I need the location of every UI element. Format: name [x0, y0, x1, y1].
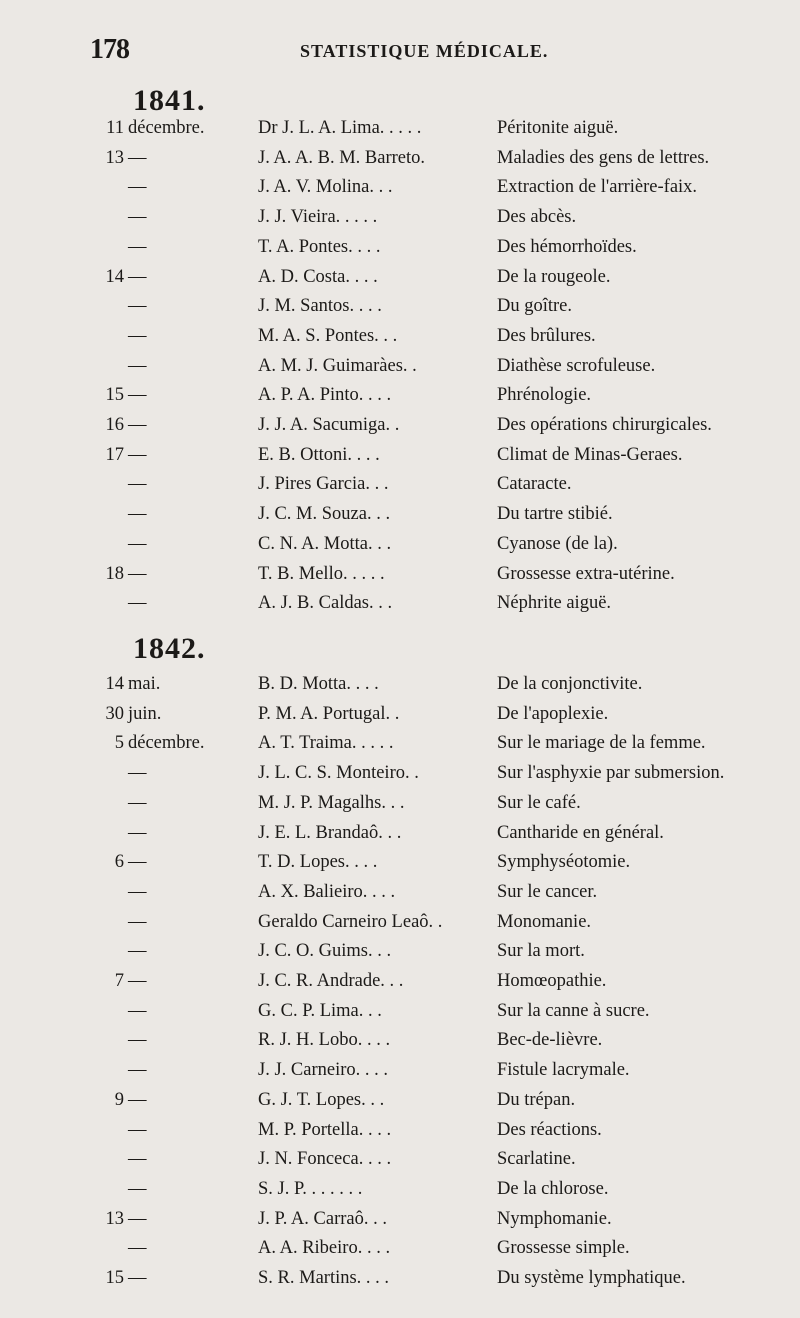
entry-author: M. J. P. Magalhs. . . — [258, 792, 405, 813]
entry-day: 9 — [114, 1089, 124, 1110]
entry-author: Geraldo Carneiro Leaô. . — [258, 911, 443, 932]
list-item — [0, 118, 800, 146]
entry-author: J. L. C. S. Monteiro. . — [258, 763, 419, 784]
entry-subject: Monomanie. — [497, 911, 592, 932]
entry-author: T. D. Lopes. . . . — [258, 852, 378, 873]
entry-author: J. J. Carneiro. . . . — [258, 1060, 388, 1081]
entry-author: S. J. P. . . . . . . — [258, 1178, 363, 1199]
entry-month: — — [128, 822, 147, 843]
entry-author: A. J. B. Caldas. . . — [258, 593, 393, 614]
entry-author: J. C. M. Souza. . . — [258, 504, 391, 525]
entry-subject: Maladies des gens de lettres. — [497, 147, 710, 168]
entry-subject: Du trépan. — [497, 1089, 576, 1110]
entry-month: — — [128, 385, 147, 406]
entry-month: — — [128, 147, 147, 168]
entry-month: — — [128, 444, 147, 465]
entry-month: décembre. — [128, 118, 205, 138]
list-item — [0, 704, 800, 732]
entry-month: — — [128, 1268, 147, 1288]
entry-author: S. R. Martins. . . . — [258, 1268, 390, 1288]
entry-month: mai. — [128, 674, 161, 694]
entry-author: G. C. P. Lima. . . — [258, 1000, 382, 1021]
entry-month: — — [128, 1060, 147, 1081]
entry-author: P. M. A. Portugal. . — [258, 703, 400, 724]
entry-month: décembre. — [128, 733, 205, 754]
section-year: 1842. — [133, 632, 206, 665]
entry-author: A. D. Costa. . . . — [258, 266, 378, 287]
entry-author: R. J. H. Lobo. . . . — [258, 1030, 391, 1051]
entry-month: — — [128, 504, 147, 525]
entry-subject: Néphrite aiguë. — [497, 593, 612, 614]
entry-month: — — [128, 563, 147, 584]
list-item — [0, 1090, 800, 1118]
list-item — [0, 385, 800, 413]
entry-author: G. J. T. Lopes. . . — [258, 1089, 385, 1110]
entry-author: J. C. R. Andrade. . . — [258, 971, 404, 991]
list-item — [0, 177, 800, 205]
entry-subject: Phrénologie. — [497, 385, 592, 406]
entry-subject: Sur la mort. — [497, 941, 585, 962]
entry-month: — — [128, 1089, 147, 1110]
list-item — [0, 267, 800, 295]
entry-subject: Diathèse scrofuleuse. — [497, 355, 656, 376]
entry-author: A. A. Ribeiro. . . . — [258, 1238, 391, 1259]
list-item — [0, 356, 800, 384]
entry-subject: Péritonite aiguë. — [497, 118, 619, 138]
entry-month: — — [128, 207, 147, 228]
list-item — [0, 1238, 800, 1266]
entry-month: — — [128, 296, 147, 317]
list-item — [0, 971, 800, 999]
list-item — [0, 1120, 800, 1148]
entry-month: — — [128, 763, 147, 784]
entry-day: 7 — [114, 971, 124, 991]
entry-month: — — [128, 792, 147, 813]
list-item — [0, 1001, 800, 1029]
entry-author: J. A. V. Molina. . . — [258, 177, 393, 198]
entry-month: — — [128, 593, 147, 614]
entry-month: — — [128, 911, 147, 932]
list-item — [0, 674, 800, 702]
list-item — [0, 823, 800, 851]
list-item — [0, 207, 800, 235]
entry-month: — — [128, 1030, 147, 1051]
entry-subject: Du tartre stibié. — [497, 504, 613, 525]
entry-subject: Sur le mariage de la femme. — [497, 733, 706, 754]
entry-day: 6 — [114, 852, 124, 873]
entry-author: J. M. Santos. . . . — [258, 296, 382, 317]
entry-author: A. T. Traima. . . . . — [258, 733, 394, 754]
entry-day: 15 — [105, 1268, 124, 1288]
entry-month: — — [128, 881, 147, 902]
entry-month: — — [128, 1119, 147, 1140]
entry-day: 17 — [105, 444, 124, 465]
entry-month: — — [128, 355, 147, 376]
list-item — [0, 534, 800, 562]
entry-month: — — [128, 971, 147, 991]
list-item — [0, 852, 800, 880]
list-item — [0, 296, 800, 324]
entry-subject: Du goître. — [497, 296, 573, 317]
entry-subject: Sur le cancer. — [497, 881, 598, 902]
list-item — [0, 504, 800, 532]
entry-day: 11 — [106, 118, 124, 138]
entry-subject: Grossesse simple. — [497, 1238, 630, 1259]
entry-author: J. A. A. B. M. Barreto. — [258, 147, 426, 168]
entry-day: 5 — [114, 733, 124, 754]
entry-author: J. J. A. Sacumiga. . — [258, 415, 400, 435]
list-item — [0, 326, 800, 354]
section-year: 1841. — [133, 84, 206, 117]
entry-subject: Extraction de l'arrière-faix. — [497, 177, 698, 198]
entry-author: M. A. S. Pontes. . . — [258, 325, 398, 346]
list-item — [0, 793, 800, 821]
list-item — [0, 912, 800, 940]
entry-month: — — [128, 1178, 147, 1199]
entry-subject: Homœopathie. — [497, 971, 607, 991]
entry-month: — — [128, 1149, 147, 1170]
entry-month: — — [128, 1238, 147, 1259]
entry-day: 15 — [105, 385, 124, 406]
entry-subject: De la rougeole. — [497, 266, 611, 287]
entry-author: J. E. L. Brandaô. . . — [258, 822, 402, 843]
entry-month: juin. — [128, 703, 162, 724]
entry-author: J. P. A. Carraô. . . — [258, 1208, 387, 1229]
entry-author: J. N. Fonceca. . . . — [258, 1149, 392, 1170]
list-item — [0, 941, 800, 969]
list-item — [0, 474, 800, 502]
entry-day: 30 — [105, 703, 124, 724]
entry-subject: De l'apoplexie. — [497, 703, 609, 724]
entry-subject: Sur la canne à sucre. — [497, 1000, 650, 1021]
entry-month: — — [128, 941, 147, 962]
entry-subject: Cantharide en général. — [497, 822, 664, 843]
entry-subject: De la conjonctivite. — [497, 674, 643, 694]
entry-author: E. B. Ottoni. . . . — [258, 444, 380, 465]
running-title: STATISTIQUE MÉDICALE. — [300, 41, 549, 61]
entry-month: — — [128, 533, 147, 554]
entry-author: B. D. Motta. . . . — [258, 674, 379, 694]
entry-author: J. C. O. Guims. . . — [258, 941, 392, 962]
page-number: 178 — [90, 34, 129, 65]
list-item — [0, 1060, 800, 1088]
entry-day: 13 — [105, 1208, 124, 1229]
list-item — [0, 1268, 800, 1296]
entry-day: 18 — [105, 563, 124, 584]
entry-month: — — [128, 852, 147, 873]
list-item — [0, 1209, 800, 1237]
entry-author: T. A. Pontes. . . . — [258, 236, 381, 257]
entry-subject: Des réactions. — [497, 1119, 602, 1140]
entry-author: A. X. Balieiro. . . . — [258, 881, 396, 902]
list-item — [0, 593, 800, 621]
entry-subject: Sur le café. — [497, 792, 581, 813]
entry-subject: Des opérations chirurgicales. — [497, 415, 712, 435]
list-item — [0, 1030, 800, 1058]
entry-month: — — [128, 1208, 147, 1229]
entry-author: Dr J. L. A. Lima. . . . . — [258, 118, 422, 138]
entry-subject: Bec-de-lièvre. — [497, 1030, 603, 1051]
entry-subject: Symphyséotomie. — [497, 852, 631, 873]
entry-author: A. P. A. Pinto. . . . — [258, 385, 392, 406]
list-item — [0, 733, 800, 761]
entry-day: 14 — [105, 674, 124, 694]
entry-subject: Nymphomanie. — [497, 1208, 612, 1229]
entry-author: J. Pires Garcia. . . — [258, 474, 389, 495]
entry-day: 13 — [105, 147, 124, 168]
entry-author: C. N. A. Motta. . . — [258, 533, 392, 554]
list-item — [0, 1149, 800, 1177]
list-item — [0, 148, 800, 176]
entry-author: J. J. Vieira. . . . . — [258, 207, 378, 228]
entry-author: T. B. Mello. . . . . — [258, 563, 385, 584]
entry-subject: Cyanose (de la). — [497, 533, 618, 554]
entry-month: — — [128, 266, 147, 287]
list-item — [0, 445, 800, 473]
entry-subject: Grossesse extra-utérine. — [497, 563, 675, 584]
entry-month: — — [128, 177, 147, 198]
entry-day: 16 — [105, 415, 124, 435]
entry-month: — — [128, 474, 147, 495]
entry-subject: Du système lymphatique. — [497, 1268, 686, 1288]
entry-subject: De la chlorose. — [497, 1178, 609, 1199]
entry-month: — — [128, 415, 147, 435]
entry-author: M. P. Portella. . . . — [258, 1119, 392, 1140]
entry-month: — — [128, 236, 147, 257]
entry-month: — — [128, 325, 147, 346]
entry-subject: Des hémorrhoïdes. — [497, 236, 637, 257]
entry-subject: Fistule lacrymale. — [497, 1060, 630, 1081]
entry-subject: Sur l'asphyxie par submersion. — [497, 763, 725, 784]
list-item — [0, 564, 800, 592]
list-item — [0, 763, 800, 791]
list-item — [0, 415, 800, 443]
entry-subject: Scarlatine. — [497, 1149, 576, 1170]
entry-subject: Des abcès. — [497, 207, 577, 228]
list-item — [0, 882, 800, 910]
entry-subject: Climat de Minas-Geraes. — [497, 444, 683, 465]
list-item — [0, 1179, 800, 1207]
entry-author: A. M. J. Guimaràes. . — [258, 355, 417, 376]
entry-day: 14 — [105, 266, 124, 287]
page-header — [90, 34, 780, 74]
entry-subject: Cataracte. — [497, 474, 572, 495]
list-item — [0, 237, 800, 265]
entry-month: — — [128, 1000, 147, 1021]
entry-subject: Des brûlures. — [497, 325, 596, 346]
